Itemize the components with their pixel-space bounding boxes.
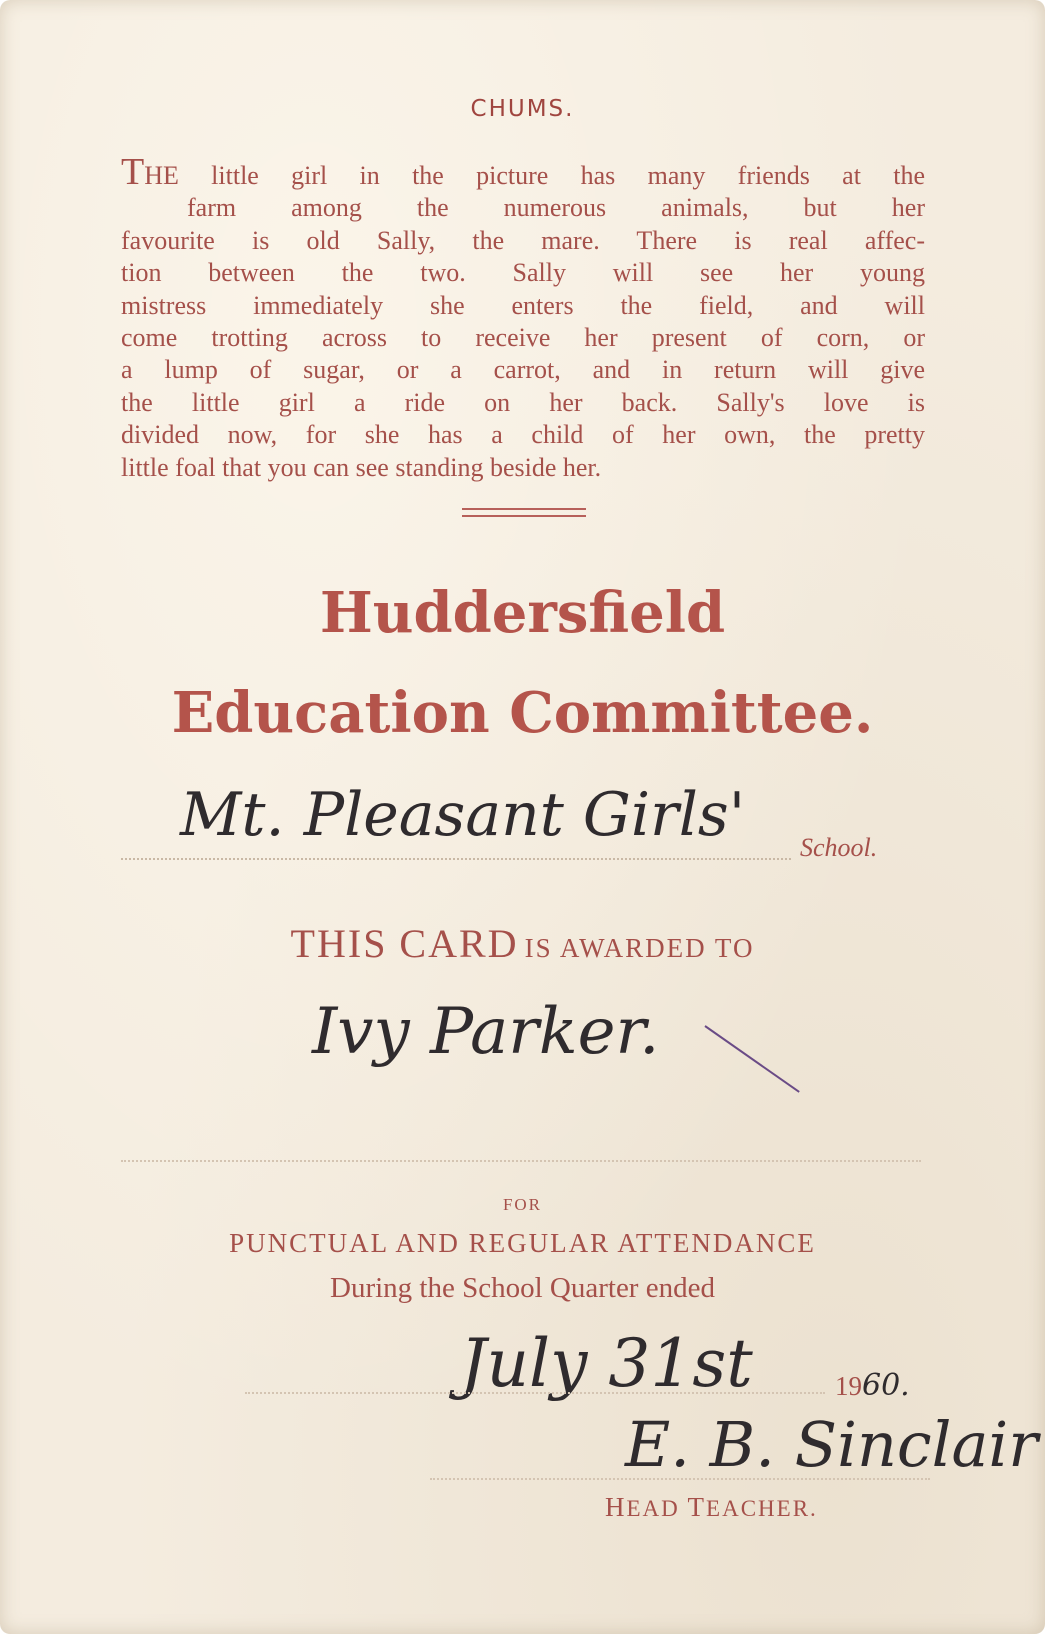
school-suffix: School. [800, 833, 878, 862]
school-dotted-line [121, 858, 791, 860]
committee-heading-line2: Education Committee. [171, 680, 874, 746]
award-reason: PUNCTUAL AND REGULAR ATTENDANCE [229, 1228, 816, 1258]
year [835, 1368, 910, 1403]
recipient-name-handwritten: Ivy Parker. [312, 995, 660, 1069]
year-printed: 19 [835, 1371, 862, 1401]
date-dotted-line [245, 1392, 825, 1394]
purple-pencil-mark [704, 1025, 799, 1093]
recipient-dotted-line [121, 1160, 921, 1162]
divider-rule-bottom [462, 515, 586, 517]
story-title: CHUMS. [470, 96, 575, 122]
awarded-big: THIS CARD [290, 921, 519, 966]
story-line: farm among the numerous animals, but her [187, 193, 925, 223]
signature-dotted-line [430, 1478, 930, 1480]
story-line: THE little girl in the picture has many friends at the [121, 151, 925, 193]
story-line: tion between the two. Sally will see her young [121, 258, 925, 288]
story-text [121, 151, 925, 484]
story-line: mistress immediately she enters the field, and will [121, 290, 925, 320]
year-handwritten: 60. [862, 1368, 910, 1403]
story-line: little foal that you can see standing beside her. [121, 452, 602, 482]
date-handwritten: July 31st [460, 1325, 753, 1402]
committee-heading-line1: Huddersfield [319, 580, 726, 646]
story-line: favourite is old Sally, the mare. There is real affec- [121, 225, 925, 255]
awarded-line [0, 920, 1045, 967]
story-line: the little girl a ride on her back. Sally's love is [121, 387, 925, 417]
drop-cap: T [121, 151, 145, 193]
story-line: a lump of sugar, or a carrot, and in return will give [121, 355, 925, 385]
for-label: FOR [502, 1195, 543, 1214]
story-line: divided now, for she has a child of her own, the pretty [121, 420, 925, 450]
quarter-label: During the School Quarter ended [330, 1272, 715, 1304]
head-teacher-label: HEAD TEACHER. [605, 1492, 818, 1522]
story-line: come trotting across to receive her present of corn, or [121, 323, 925, 353]
head-teacher-signature: E. B. Sinclair [625, 1408, 1038, 1481]
school-name-handwritten: Mt. Pleasant Girls' [180, 780, 746, 850]
divider-rule-top [462, 508, 586, 510]
awarded-small: IS AWARDED TO [524, 933, 755, 963]
